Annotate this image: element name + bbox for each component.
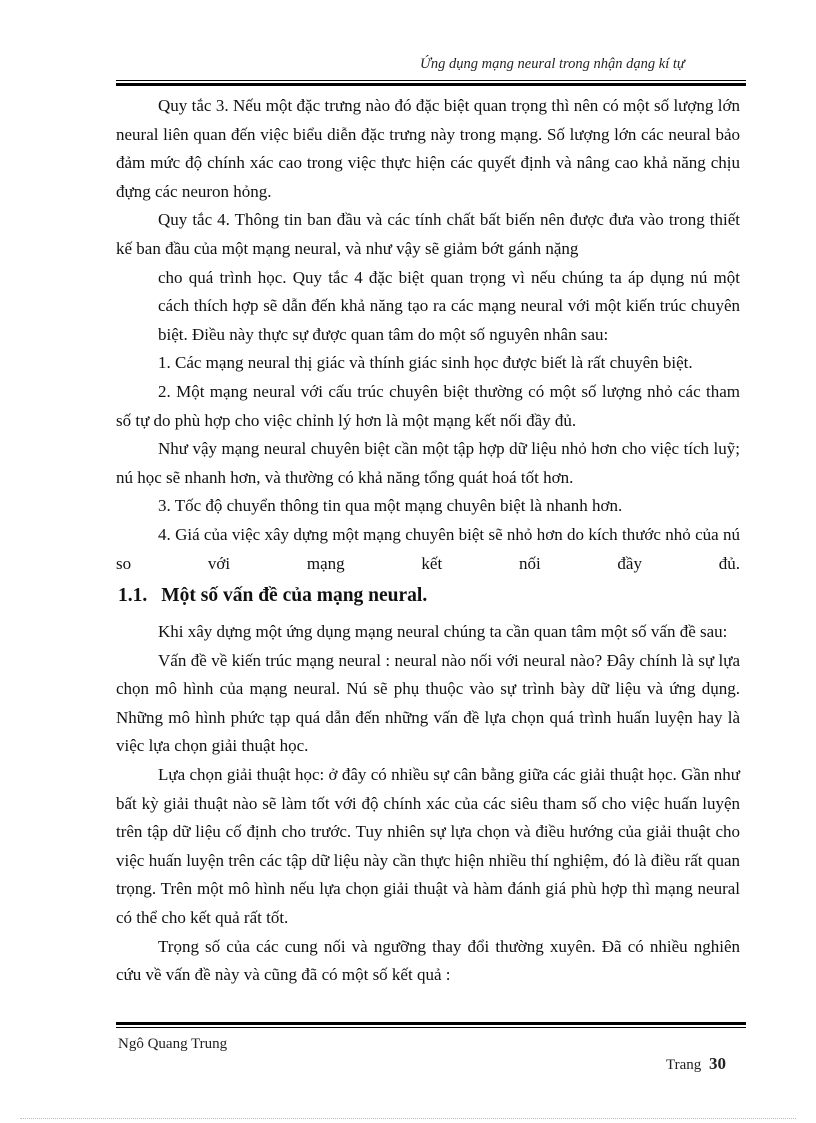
section-title: Một số vấn đề của mạng neural. bbox=[161, 585, 428, 607]
paragraph-rule-3: Quy tắc 3. Nếu một đặc trưng nào đó đặc biệt quan trọng thì nên có một số lượng lớn neural liên quan đến việc biểu diễn đặc trưng này trong mạng. Số lượng lớn các neural bảo đảm mức độ chính xác cao trong việc thực hiện các quyết định và nâng cao khả năng chịu đựng các neuron hỏng. bbox=[116, 96, 740, 201]
paragraph-algorithm: Lựa chọn giải thuật học: ở đây có nhiều sự cân bằng giữa các giải thuật học. Gần như bất kỳ giải thuật nào sẽ làm tốt với độ chính xác của các siêu tham số cho việc huấn luyện trên tập dữ liệu cố định cho trước. Tuy nhiên sự lựa chọn và điều hướng của giải thuật cho việc huấn luyện trên các tập dữ liệu này cần thực hiện nhiều thí nghiệm, đó là điều rất quan trọng. Trên một mô hình nếu lựa chọn giải thuật và hàm đánh giá phù hợp thì mạng neural có thể cho kết quả rất tốt. bbox=[116, 765, 740, 928]
body-text bbox=[116, 92, 740, 990]
list-item-1: 1. Các mạng neural thị giác và thính giác sinh học được biết là rất chuyên biệt. bbox=[158, 353, 693, 373]
running-header-title: Ứng dụng mạng neural trong nhận dạng kí tự bbox=[420, 56, 685, 72]
paragraph-weights: Trọng số của các cung nối và ngưỡng thay đổi thường xuyên. Đã có nhiều nghiên cứu về vấn đề này và cũng đã có một số kết quả : bbox=[116, 936, 740, 985]
footer-rule-thin bbox=[116, 1027, 746, 1028]
paragraph-rule-4-continued: cho quá trình học. Quy tắc 4 đặc biệt quan trọng vì nếu chúng ta áp dụng nú một cách thích hợp sẽ dẫn đến khả năng tạo ra các mạng neural với một kiến trúc chuyên biệt. Điều này thực sự được quan tâm do một số nguyên nhân sau: bbox=[158, 267, 740, 344]
page-number: 30 bbox=[709, 1054, 727, 1073]
footer-rule-thick bbox=[116, 1022, 746, 1025]
paragraph-specialized: Như vậy mạng neural chuyên biệt cần một tập hợp dữ liệu nhỏ hơn cho việc tích luỹ; nú học sẽ nhanh hơn, và thường có khả năng tổng quát hoá tốt hơn. bbox=[116, 439, 740, 487]
list-item-4: 4. Giá của việc xây dựng một mạng chuyên biệt sẽ nhỏ hơn do kích thước nhỏ của nú so với mạng kết nối đầy đủ. bbox=[116, 524, 740, 573]
page-label: Trang bbox=[666, 1057, 702, 1073]
list-item-2: 2. Một mạng neural với cấu trúc chuyên biệt thường có một số lượng nhỏ các tham số tự do phù hợp cho việc chỉnh lý hơn là một mạng kết nối đầy đủ. bbox=[116, 381, 740, 430]
footer-page-number bbox=[666, 1054, 726, 1074]
paragraph-architecture: Vấn đề về kiến trúc mạng neural : neural nào nối với neural nào? Đây chính là sự lựa chọn mô hình của mạng neural. Nú sẽ phụ thuộc vào sự trình bày dữ liệu và ứng dụng. Những mô hình phức tạp quá dẫn đến những vấn đề lựa chọn quá trình huấn luyện hay là việc lựa chọn giải thuật học. bbox=[116, 650, 740, 756]
paragraph-rule-4: Quy tắc 4. Thông tin ban đầu và các tính chất bất biến nên được đưa vào trong thiết kế ban đầu của một mạng neural, và như vậy sẽ giảm bớt gánh nặng bbox=[116, 210, 740, 258]
header-rule-thick bbox=[116, 83, 746, 86]
footer-author: Ngô Quang Trung bbox=[118, 1036, 228, 1052]
list-item-3: 3. Tốc độ chuyển thông tin qua một mạng chuyên biệt là nhanh hơn. bbox=[158, 496, 623, 516]
header-rule-thin bbox=[116, 80, 746, 81]
paragraph-intro: Khi xây dựng một ứng dụng mạng neural chúng ta cần quan tâm một số vấn đề sau: bbox=[158, 622, 728, 642]
section-number: 1.1. bbox=[118, 585, 148, 607]
section-heading bbox=[116, 582, 740, 610]
page-bottom-dotted-line bbox=[20, 1118, 796, 1119]
